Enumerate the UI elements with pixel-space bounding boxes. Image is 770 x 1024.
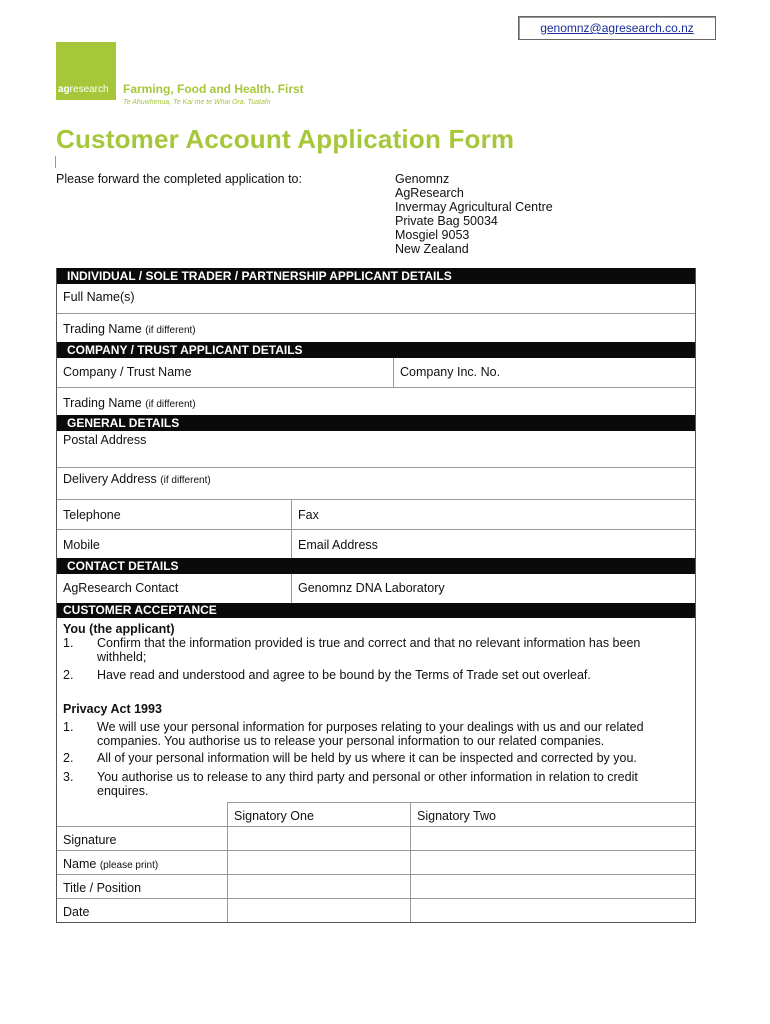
list-item: 2. Have read and understood and agree to be bound by the Terms of Trade set out overleaf. xyxy=(63,668,591,682)
section-header-contact: CONTACT DETAILS xyxy=(57,558,695,574)
lab-field[interactable]: Genomnz DNA Laboratory xyxy=(291,574,695,603)
list-item: 3. You authorise us to release to any third party and personal or other information in relation to credit enquires. xyxy=(63,770,638,798)
page-title: Customer Account Application Form xyxy=(56,124,515,154)
name-label: Name (please print) xyxy=(57,850,228,874)
name-one-field[interactable] xyxy=(228,850,411,874)
section-header-acceptance: CUSTOMER ACCEPTANCE xyxy=(57,603,695,618)
email-link[interactable]: genomnz@agresearch.co.nz xyxy=(518,16,716,40)
forward-label: Please forward the completed application to: xyxy=(56,172,302,186)
company-trading-name-row[interactable] xyxy=(57,387,695,415)
delivery-address-row[interactable] xyxy=(57,467,695,499)
company-name-field[interactable]: Company / Trust Name xyxy=(63,365,192,379)
applicant-heading: You (the applicant) xyxy=(63,622,175,636)
maori-tagline: Te Ahuwhenua, Te Kai me te Whai Ora. Tuatahi xyxy=(123,99,271,106)
date-one-field[interactable] xyxy=(228,898,411,922)
signatory-one-header: Signatory One xyxy=(228,802,411,826)
privacy-heading: Privacy Act 1993 xyxy=(63,702,162,716)
name-two-field[interactable] xyxy=(411,850,695,874)
address-line: Genomnz xyxy=(395,172,450,186)
text-cursor xyxy=(55,156,56,168)
full-name-label: Full Name(s) xyxy=(63,290,135,304)
address-line: AgResearch xyxy=(395,186,464,200)
mobile-field[interactable]: Mobile xyxy=(63,538,100,552)
mobile-email-row xyxy=(57,529,695,558)
date-two-field[interactable] xyxy=(411,898,695,922)
acceptance-text xyxy=(57,618,695,802)
email-address-field[interactable]: Email Address xyxy=(291,530,695,558)
list-item: 2. All of your personal information will be held by us where it can be inspected and corrected by you. xyxy=(63,751,637,765)
company-trading-name-label: Trading Name (if different) xyxy=(63,396,196,410)
signature-label: Signature xyxy=(57,826,228,850)
telephone-field[interactable]: Telephone xyxy=(63,508,121,522)
address-line: New Zealand xyxy=(395,242,469,256)
company-inc-field[interactable]: Company Inc. No. xyxy=(393,358,695,387)
section-header-company: COMPANY / TRUST APPLICANT DETAILS xyxy=(57,342,695,358)
application-form xyxy=(56,268,696,923)
title-position-label: Title / Position xyxy=(57,874,228,898)
date-label: Date xyxy=(57,898,228,922)
signatory-two-header: Signatory Two xyxy=(411,802,695,826)
contact-row xyxy=(57,574,695,603)
title-one-field[interactable] xyxy=(228,874,411,898)
list-item: 1. We will use your personal information for purposes relating to your dealings with us and our related companies. You authorise us to release your personal information to our related companies. xyxy=(63,720,644,748)
delivery-address-label: Delivery Address (if different) xyxy=(63,472,211,486)
address-line: Private Bag 50034 xyxy=(395,214,498,228)
logo-wordmark: agresearch xyxy=(58,84,109,95)
full-name-row[interactable] xyxy=(57,284,695,313)
blank-corner xyxy=(57,802,228,826)
telephone-fax-row xyxy=(57,499,695,529)
postal-address-row[interactable] xyxy=(57,431,695,467)
trading-name-label: Trading Name (if different) xyxy=(63,322,196,336)
agresearch-contact-field[interactable]: AgResearch Contact xyxy=(63,581,179,595)
forward-address xyxy=(395,172,553,256)
section-header-general: GENERAL DETAILS xyxy=(57,415,695,431)
postal-address-label: Postal Address xyxy=(63,433,147,447)
company-row xyxy=(57,358,695,387)
signature-two-field[interactable] xyxy=(411,826,695,850)
list-item: 1. Confirm that the information provided is true and correct and that no relevant information has been withheld; xyxy=(63,636,641,664)
address-line: Invermay Agricultural Centre xyxy=(395,200,553,214)
trading-name-row[interactable] xyxy=(57,313,695,342)
address-line: Mosgiel 9053 xyxy=(395,228,470,242)
signatory-table xyxy=(57,802,695,922)
section-header-individual: INDIVIDUAL / SOLE TRADER / PARTNERSHIP APPLICANT DETAILS xyxy=(57,268,695,284)
fax-field[interactable]: Fax xyxy=(291,500,695,529)
signature-one-field[interactable] xyxy=(228,826,411,850)
title-two-field[interactable] xyxy=(411,874,695,898)
tagline: Farming, Food and Health. First xyxy=(123,82,304,96)
